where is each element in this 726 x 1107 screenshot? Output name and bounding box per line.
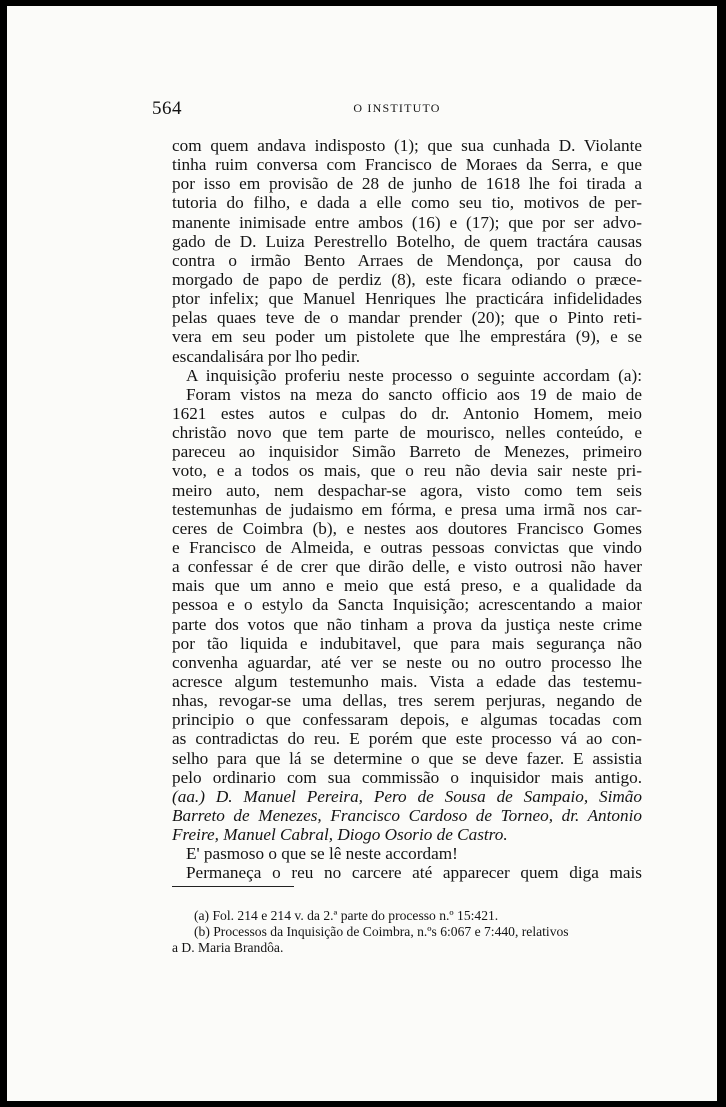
text-line: morgado de papo de perdiz (8), este ficara odiando o præce- [172, 269, 642, 289]
text-line: pareceu ao inquisidor Simão Barreto de Menezes, primeiro [172, 442, 642, 462]
text-line: tutoria do filho, e dada a elle como seu tio, motivos de per- [172, 193, 642, 213]
book-page [7, 6, 717, 1101]
text-line: parte dos votos que não tinham a prova da justiça neste crime [172, 614, 642, 634]
text-line: mais que um anno e meio que está preso, e a qualidade da [172, 576, 642, 596]
text-line: christão novo que tem parte de mourisco, nelles conteúdo, e [172, 423, 642, 443]
text-line: 1621 estes autos e culpas do dr. Antonio Homem, meio [172, 403, 642, 423]
text-line: por tão liquida e indubitavel, que para mais segurança não [172, 633, 642, 653]
text-line: E' pasmoso o que se lê neste accordam! [186, 844, 458, 864]
footnote-b-continued: a D. Maria Brandôa. [172, 940, 284, 955]
text-line: vera em seu poder um pistolete que lhe emprestára (9), e se [172, 327, 642, 347]
text-line: com quem andava indisposto (1); que sua cunhada D. Violante [172, 136, 642, 155]
text-line: tinha ruim conversa com Francisco de Moraes da Serra, e que [172, 155, 642, 175]
text-line: Permaneça o reu no carcere até apparecer quem diga mais [186, 863, 642, 883]
text-line: Foram vistos na meza do sancto officio aos 19 de maio de [186, 384, 642, 404]
text-line: as contradictas do reu. E porém que este processo vá ao con- [172, 729, 642, 749]
signatories-line: Freire, Manuel Cabral, Diogo Osorio de Castro. [172, 825, 508, 845]
text-line: testemunhas de judaismo em fórma, e presa uma irmã nos car- [172, 499, 642, 519]
text-line: ceres de Coimbra (b), e nestes aos doutores Francisco Gomes [172, 518, 642, 538]
text-line: gado de D. Luiza Perestrello Botelho, de quem tractára causas [172, 231, 642, 251]
text-line: convenha aguardar, até ver se neste ou no outro processo lhe [172, 652, 642, 672]
text-line: manente inimisade entre ambos (16) e (17); que por ser advo- [172, 212, 642, 232]
text-line: nhas, revogar-se uma dellas, tres serem perjuras, negando de [172, 691, 642, 711]
page-header [152, 98, 642, 120]
text-line: e Francisco de Almeida, e outras pessoas convictas que vindo [172, 537, 642, 557]
text-line: pelo ordinario com sua commissão o inquisidor mais antigo. [172, 767, 642, 787]
signatories-line: (aa.) D. Manuel Pereira, Pero de Sousa de Sampaio, Simão [172, 786, 642, 806]
text-line: por isso em provisão de 28 de junho de 1618 lhe foi tirada a [172, 174, 642, 194]
text-line: voto, e a todos os mais, que o reu não devia sair neste pri- [172, 461, 642, 481]
text-line: a confessar é de crer que dirão delle, e visto outrosi não haver [172, 557, 642, 577]
text-line: acresce algum testemunho mais. Vista a edade das testemu- [172, 671, 642, 691]
text-line: ptor infelix; que Manuel Henriques lhe practicára infidelidades [172, 289, 642, 309]
text-line: A inquisição proferiu neste processo o seguinte accordam (a): [186, 365, 642, 385]
text-line: contra o irmão Bento Arraes de Mendonça, por causa do [172, 250, 642, 270]
body-text [172, 136, 642, 882]
footnote-b: (b) Processos da Inquisição de Coimbra, n.ºs 6:067 e 7:440, relativos [194, 924, 569, 939]
signatories-line: Barreto de Menezes, Francisco Cardoso de Torneo, dr. Antonio [172, 805, 642, 825]
running-title: O INSTITUTO [353, 101, 441, 115]
text-line: escandalisára por lho pedir. [172, 346, 361, 366]
text-line: meiro auto, nem despachar-se agora, visto como tem seis [172, 480, 642, 500]
footnotes [172, 908, 642, 956]
footnote-divider [172, 886, 294, 887]
page-number: 564 [152, 98, 182, 119]
text-line: pessoa e o estylo da Sancta Inquisição; acrescentando a maior [172, 595, 642, 615]
footnote-a: (a) Fol. 214 e 214 v. da 2.ª parte do processo n.º 15:421. [194, 908, 499, 923]
text-line: principio o que confessaram depois, e algumas tocadas com [172, 710, 642, 730]
text-line: selho para que lá se determine o que se deve fazer. E assistia [172, 748, 642, 768]
text-line: pelas quaes teve de o mandar prender (20); que o Pinto reti- [172, 308, 642, 328]
